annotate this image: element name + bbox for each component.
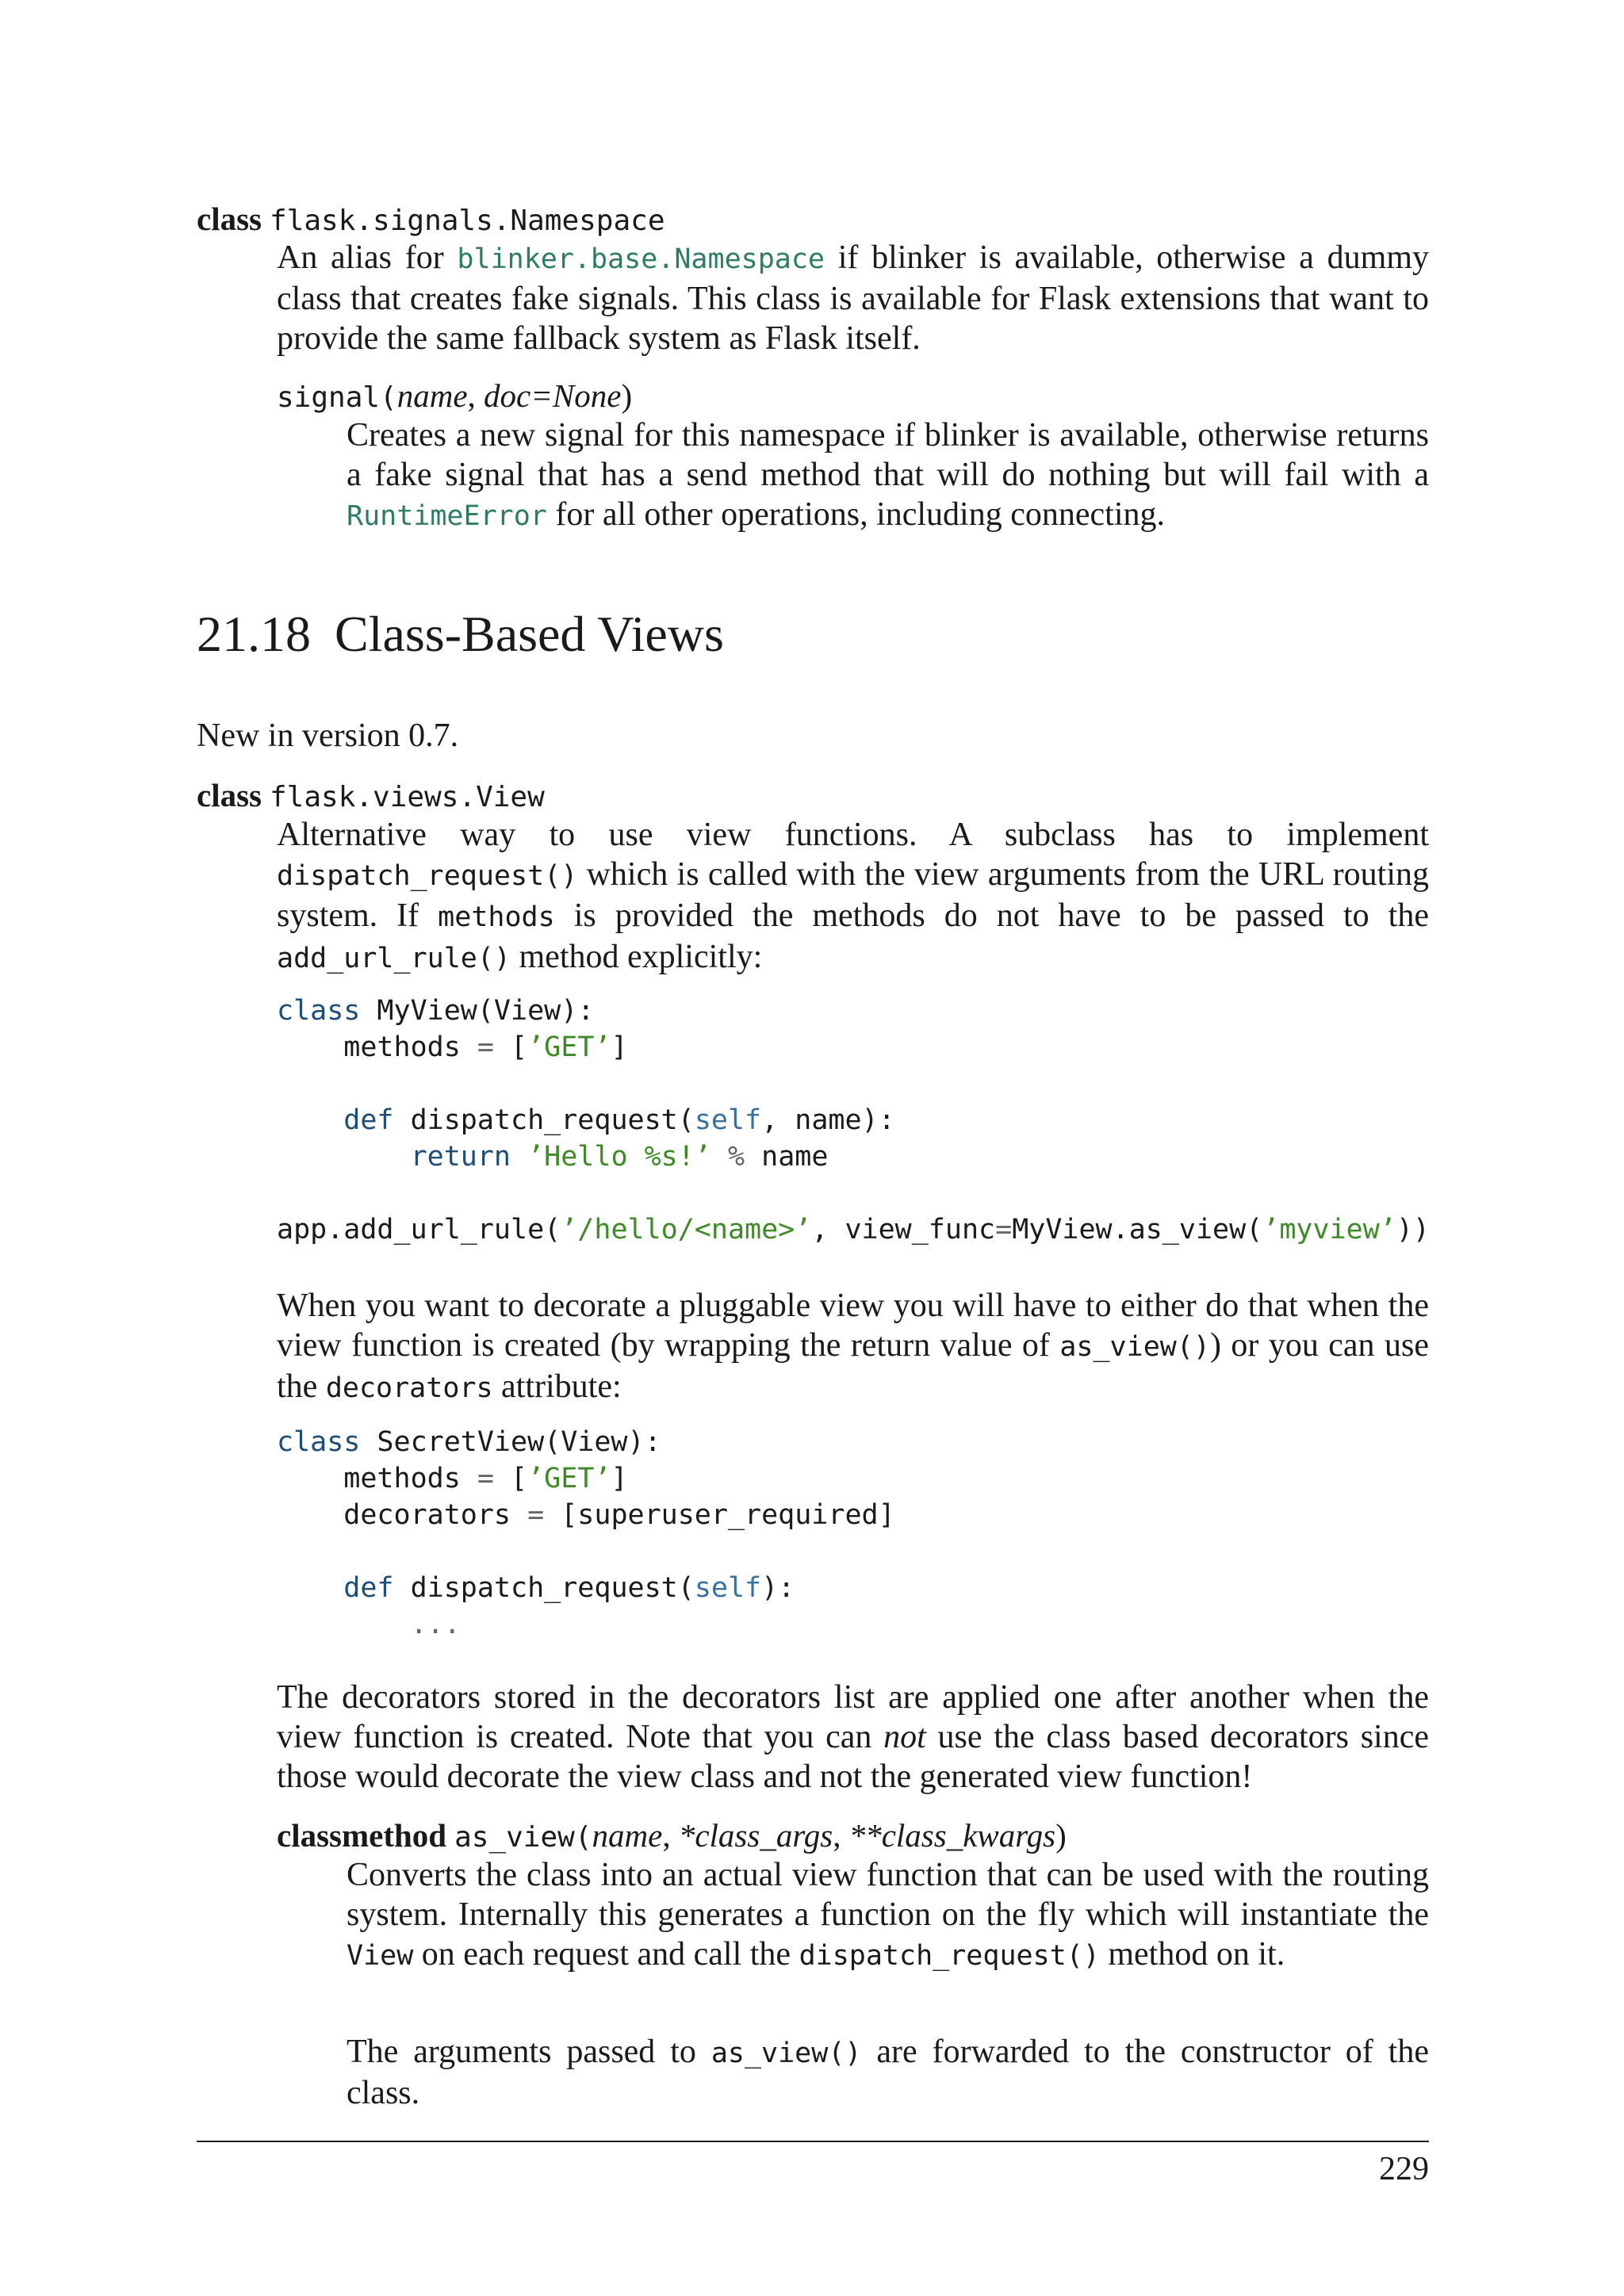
text: The decorators stored in the decorators list are applied one after another when the view function is created. Note that you can: [277, 1679, 1429, 1755]
text: for all other operations, including connecting.: [546, 496, 1165, 533]
code-ellipsis: ...: [277, 1609, 461, 1640]
namespace-class-signature: [197, 199, 665, 241]
paren: ): [1055, 1817, 1067, 1854]
code-text: name: [745, 1141, 829, 1173]
code-text: app.add_url_rule(: [277, 1214, 561, 1246]
code-text: dispatch_request(: [393, 1104, 695, 1136]
xref-link[interactable]: RuntimeError: [347, 500, 547, 532]
text: method explicitly:: [511, 939, 763, 975]
decorators-description: [277, 1286, 1429, 1408]
code-text: )): [1396, 1214, 1430, 1246]
inline-code: as_view(): [1059, 1331, 1210, 1363]
xref-link[interactable]: blinker.base.Namespace: [457, 243, 825, 275]
text: ) or you can use the: [277, 1327, 1429, 1405]
code-text: , name):: [761, 1104, 895, 1136]
code-text: [511, 1141, 527, 1173]
text: use the class based decorators since those would decorate the view class and not the generated view function!: [277, 1719, 1429, 1795]
code-self: self: [694, 1104, 762, 1136]
inline-code: as_view(): [710, 2038, 862, 2069]
code-text: [: [493, 1463, 528, 1494]
section-heading: [197, 603, 724, 666]
class-keyword: class: [197, 201, 262, 237]
code-keyword: def: [277, 1572, 394, 1604]
emphasis: not: [883, 1719, 926, 1755]
code-self: self: [694, 1572, 762, 1604]
text: is provided the methods do not have to be passed to the: [554, 897, 1429, 934]
code-keyword: return: [277, 1141, 511, 1173]
text: attribute:: [492, 1368, 622, 1405]
signal-method-description: [347, 415, 1429, 536]
code-operator: =: [477, 1031, 494, 1063]
code-keyword: class: [277, 1426, 361, 1458]
code-keyword: class: [277, 995, 361, 1027]
section-number: 21.18: [197, 606, 311, 662]
view-description: [277, 815, 1429, 978]
code-text: [superuser_required]: [544, 1499, 895, 1531]
sep: ,: [662, 1817, 679, 1854]
as-view-args-note: [347, 2032, 1429, 2113]
arg: name: [592, 1817, 663, 1854]
code-string: ’GET’: [527, 1031, 611, 1063]
text: are forwarded to the constructor of the class.: [347, 2034, 1429, 2111]
inline-code: dispatch_request(): [799, 1940, 1100, 1972]
inline-code: dispatch_request(): [277, 860, 578, 892]
code-operator: =: [995, 1214, 1013, 1246]
footer-rule: [197, 2141, 1429, 2142]
classmethod-keyword: classmethod: [277, 1817, 447, 1854]
method-name: signal(: [277, 381, 397, 414]
code-text: decorators: [277, 1499, 528, 1531]
text: When you want to decorate a pluggable view you will have to either do that when the view function is created (by wrapping the return value of: [277, 1288, 1429, 1364]
code-text: , view_func: [811, 1214, 996, 1246]
class-name: flask.signals.Namespace: [270, 205, 665, 237]
code-text: ]: [611, 1031, 628, 1063]
text: method on it.: [1099, 1936, 1285, 1973]
signal-method-signature: [277, 376, 632, 418]
code-string: ’Hello %s!’: [527, 1141, 711, 1173]
decorators-note: [277, 1678, 1429, 1797]
code-block-myview: [277, 993, 1430, 1248]
namespace-description: [277, 238, 1429, 358]
code-text: [: [493, 1031, 528, 1063]
class-keyword: class: [197, 777, 262, 813]
code-text: methods: [277, 1031, 477, 1063]
text: if blinker is available, otherwise a dummy class that creates fake signals. This class is available for Flask extensions that want to provide the same fallback system as Flask itself.: [277, 239, 1429, 357]
arg: *class_args: [678, 1817, 833, 1854]
class-name: flask.views.View: [270, 781, 545, 813]
code-keyword: def: [277, 1104, 394, 1136]
arg: name: [396, 377, 468, 414]
version-note: New in version 0.7.: [197, 718, 459, 754]
sep: ,: [833, 1817, 849, 1854]
inline-code: methods: [438, 901, 555, 933]
code-text: SecretView(View):: [360, 1426, 661, 1458]
code-string: ’GET’: [527, 1463, 611, 1494]
code-text: ):: [761, 1572, 795, 1604]
code-text: methods: [277, 1463, 477, 1494]
arg: doc=None: [484, 377, 622, 414]
code-text: dispatch_request(: [393, 1572, 695, 1604]
code-block-secretview: [277, 1424, 895, 1643]
code-text: [711, 1141, 728, 1173]
inline-code: add_url_rule(): [277, 943, 511, 974]
code-text: MyView.as_view(: [1012, 1214, 1263, 1246]
text: Alternative way to use view functions. A subclass has to implement: [277, 817, 1429, 853]
method-name: as_view(: [454, 1821, 592, 1854]
paren: ): [621, 377, 633, 414]
text: Creates a new signal for this namespace if blinker is available, otherwise returns a fake signal that has a send method that will do nothing but will fail with a: [347, 417, 1429, 493]
code-text: MyView(View):: [360, 995, 595, 1027]
text: The arguments passed to: [347, 2034, 711, 2070]
code-operator: =: [477, 1463, 494, 1494]
text: on each request and call the: [413, 1936, 799, 1973]
inline-code: View: [347, 1940, 414, 1972]
code-string: ’/hello/<name>’: [561, 1214, 812, 1246]
code-operator: %: [727, 1141, 745, 1173]
as-view-signature: [277, 1816, 1067, 1858]
section-title: Class-Based Views: [335, 606, 724, 662]
code-text: ]: [611, 1463, 628, 1494]
view-class-signature: [197, 775, 545, 817]
code-string: ’myview’: [1262, 1214, 1396, 1246]
text: which is called with the view arguments from the URL routing system. If: [277, 856, 1429, 934]
text: An alias for: [277, 239, 458, 276]
sep: ,: [467, 377, 485, 414]
arg: **class_kwargs: [848, 1817, 1056, 1854]
inline-code: decorators: [325, 1372, 493, 1404]
text: Converts the class into an actual view function that can be used with the routing system. Internally this generates a function on the fly which will instantiate the: [347, 1857, 1429, 1933]
page-number: 229: [1379, 2151, 1429, 2187]
code-operator: =: [527, 1499, 545, 1531]
as-view-description: [347, 1855, 1429, 1976]
